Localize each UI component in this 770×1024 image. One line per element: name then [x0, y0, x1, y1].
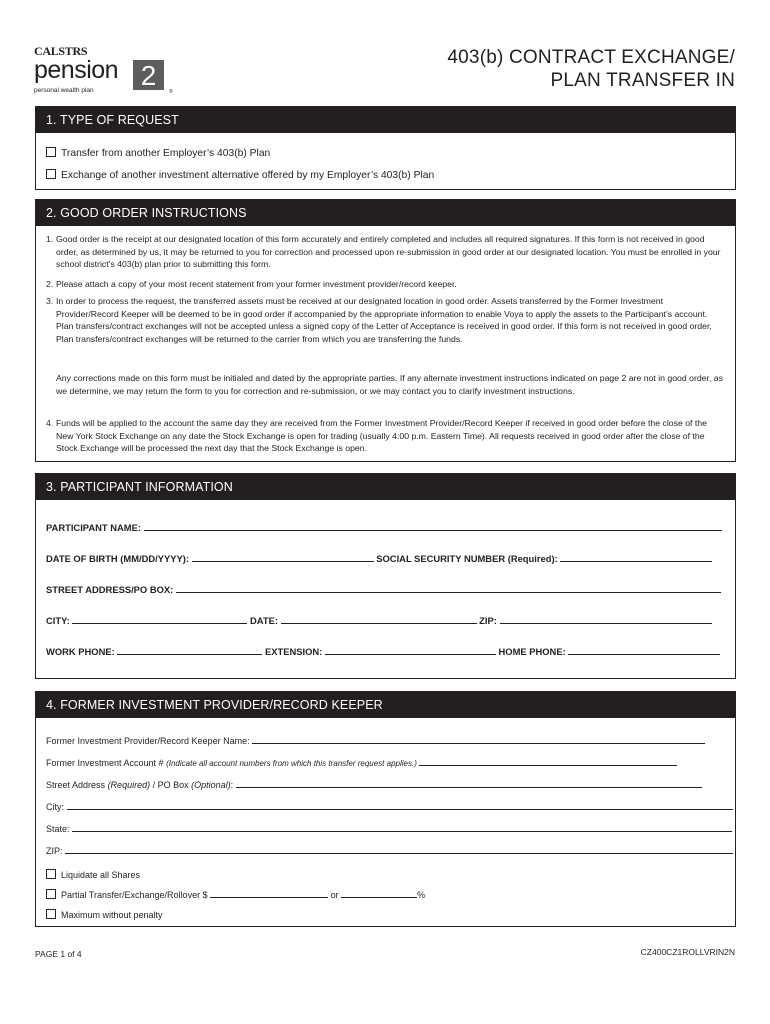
checkbox[interactable] — [46, 889, 56, 899]
zip-field[interactable] — [500, 614, 712, 624]
percent-sign: % — [417, 890, 426, 900]
calstrs-pension2-logo — [34, 44, 194, 98]
logo-number: 2 — [133, 60, 164, 90]
zip-row — [46, 845, 734, 856]
section-type-of-request — [35, 106, 736, 190]
section-former-investment-provider — [35, 691, 736, 927]
street-field[interactable] — [176, 583, 721, 593]
zip-label: ZIP: — [46, 846, 63, 856]
state-field[interactable] — [72, 823, 732, 832]
partial-amount-field[interactable] — [210, 889, 328, 898]
street-required-note: (Required) — [107, 780, 151, 790]
option-label: Maximum without penalty — [61, 910, 163, 920]
logo-tagline: personal wealth plan — [34, 87, 94, 94]
work-phone-label: WORK PHONE: — [46, 646, 115, 657]
date-field[interactable] — [281, 614, 477, 624]
instruction-number: 4. — [46, 418, 54, 428]
city-date-zip-row — [46, 614, 726, 626]
ssn-label: SOCIAL SECURITY NUMBER (Required): — [376, 553, 558, 564]
account-label: Former Investment Account # — [46, 758, 164, 768]
home-phone-label: HOME PHONE: — [498, 646, 566, 657]
account-row — [46, 757, 734, 768]
section-4-heading: 4. FORMER INVESTMENT PROVIDER/RECORD KEEPER — [36, 692, 735, 718]
account-note: (Indicate all account numbers from which this transfer request applies.) — [166, 759, 417, 768]
checkbox[interactable] — [46, 909, 56, 919]
city-field[interactable] — [67, 801, 733, 810]
section-1-heading: 1. TYPE OF REQUEST — [36, 107, 735, 133]
instruction-number: 2. — [46, 279, 54, 289]
option-maximum-without-penalty[interactable] — [46, 909, 734, 920]
instruction-number: 1. — [46, 234, 54, 244]
instruction-text: Good order is the receipt at our designated location of this form accurately and entirely completed and includes all required signatures. If this form is not received in good order, as determined by us, it may be returned to you for correction and processed upon re-submission in good order at our designated location. You must be enrolled in your school district’s 403(b) plan prior to submitting this form. — [56, 234, 721, 270]
account-field[interactable] — [419, 757, 677, 766]
date-label: DATE: — [250, 615, 278, 626]
section-2-heading: 2. GOOD ORDER INSTRUCTIONS — [36, 200, 735, 226]
zip-label: ZIP: — [479, 615, 497, 626]
provider-name-field[interactable] — [252, 735, 705, 744]
section-3-heading: 3. PARTICIPANT INFORMATION — [36, 474, 735, 500]
city-label: CITY: — [46, 615, 70, 626]
zip-field[interactable] — [65, 845, 733, 854]
instruction-paragraph — [56, 372, 726, 397]
ssn-field[interactable] — [560, 552, 712, 562]
option-exchange-investment[interactable] — [46, 169, 434, 181]
street-address-field[interactable] — [236, 779, 702, 788]
option-label: Transfer from another Employer’s 403(b) Plan — [61, 148, 271, 159]
provider-name-row — [46, 735, 734, 746]
instruction-item — [46, 417, 726, 455]
phone-row — [46, 645, 726, 657]
checkbox[interactable] — [46, 169, 56, 179]
extension-field[interactable] — [325, 645, 496, 655]
logo-name: pension — [34, 56, 119, 84]
partial-percent-field[interactable] — [341, 889, 417, 898]
instruction-item — [46, 278, 726, 291]
option-label: Exchange of another investment alternative offered by my Employer’s 403(b) Plan — [61, 170, 435, 181]
po-box-label: / PO Box — [152, 780, 189, 790]
option-partial-transfer[interactable] — [46, 889, 734, 900]
instruction-number: 3. — [46, 296, 54, 306]
section-good-order-instructions — [35, 199, 736, 462]
page-number: PAGE 1 of 4 — [35, 949, 82, 959]
street-address-row: Street Address (Required) / PO Box (Optional): — [46, 779, 734, 790]
title-line-2: PLAN TRANSFER IN — [550, 70, 735, 91]
street-address-label: Street Address — [46, 780, 106, 790]
state-label: State: — [46, 824, 70, 834]
instruction-text: Any corrections made on this form must be initialed and dated by the appropriate parties. If any alternate investment instructions indicated on page 2 are not in good order, as we determine, we may return the form to you for correction and re-submission, or we may contact you to clarify investment instructions. — [56, 373, 723, 396]
or-label: or — [330, 890, 339, 900]
instruction-text: Funds will be applied to the account the same day they are received from the Former Investment Provider/Record Keeper if received in good order before the close of the New York Stock Exchange on any date the Stock Exchange is open for trading (usually 4:00 p.m. Eastern Time). All requests received in good order after the close of the Stock Exchange will be processed the next day that the Stock Exchange is open. — [56, 418, 707, 454]
street-label: STREET ADDRESS/PO BOX: — [46, 584, 174, 595]
instruction-text: Please attach a copy of your most recent statement from your former investment provider/record keeper. — [56, 279, 457, 289]
dob-label: DATE OF BIRTH (MM/DD/YYYY): — [46, 553, 190, 564]
instruction-text: In order to process the request, the transferred assets must be received at our designated location in good order. Assets transferred by the Former Investment Provider/Record Keeper will be deemed to be in good order if accompanied by the appropriate information to enable Voya to apply the assets to the Participant’s account. Plan transfers/contract exchanges will not be accepted unless a signed copy of the Letter of Acceptance is received in good order. If this form is not received in good order, Plan transfers/contract exchanges will be returned to the carrier from which you are transferring the funds. — [56, 296, 712, 344]
option-label: Liquidate all Shares — [61, 870, 141, 880]
po-box-optional-note: (Optional) — [191, 780, 231, 790]
dob-ssn-row — [46, 552, 726, 564]
checkbox[interactable] — [46, 869, 56, 879]
instruction-item — [46, 295, 726, 345]
title-line-1: 403(b) CONTRACT EXCHANGE/ — [447, 47, 735, 68]
section-participant-information — [35, 473, 736, 679]
logo-brand: CALSTRS — [34, 44, 88, 58]
provider-name-label: Former Investment Provider/Record Keeper Name: — [46, 736, 250, 746]
logo-trademark: ® — [169, 89, 173, 95]
checkbox[interactable] — [46, 147, 56, 157]
city-label: City: — [46, 802, 64, 812]
state-row — [46, 823, 734, 834]
instruction-item — [46, 233, 726, 271]
option-transfer-other-employer[interactable] — [46, 147, 270, 159]
dob-field[interactable] — [192, 552, 374, 562]
participant-name-field[interactable] — [144, 521, 722, 531]
document-title — [447, 46, 735, 92]
city-row — [46, 801, 734, 812]
home-phone-field[interactable] — [568, 645, 720, 655]
option-label: Partial Transfer/Exchange/Rollover $ — [61, 890, 208, 900]
work-phone-field[interactable] — [117, 645, 262, 655]
street-row — [46, 583, 726, 595]
option-liquidate-all[interactable] — [46, 869, 734, 880]
city-field[interactable] — [72, 614, 247, 624]
form-code: CZ400CZ1ROLLVRIN2N — [640, 947, 735, 957]
participant-name-label: PARTICIPANT NAME: — [46, 522, 141, 533]
extension-label: EXTENSION: — [264, 646, 323, 657]
participant-name-row — [46, 521, 726, 533]
